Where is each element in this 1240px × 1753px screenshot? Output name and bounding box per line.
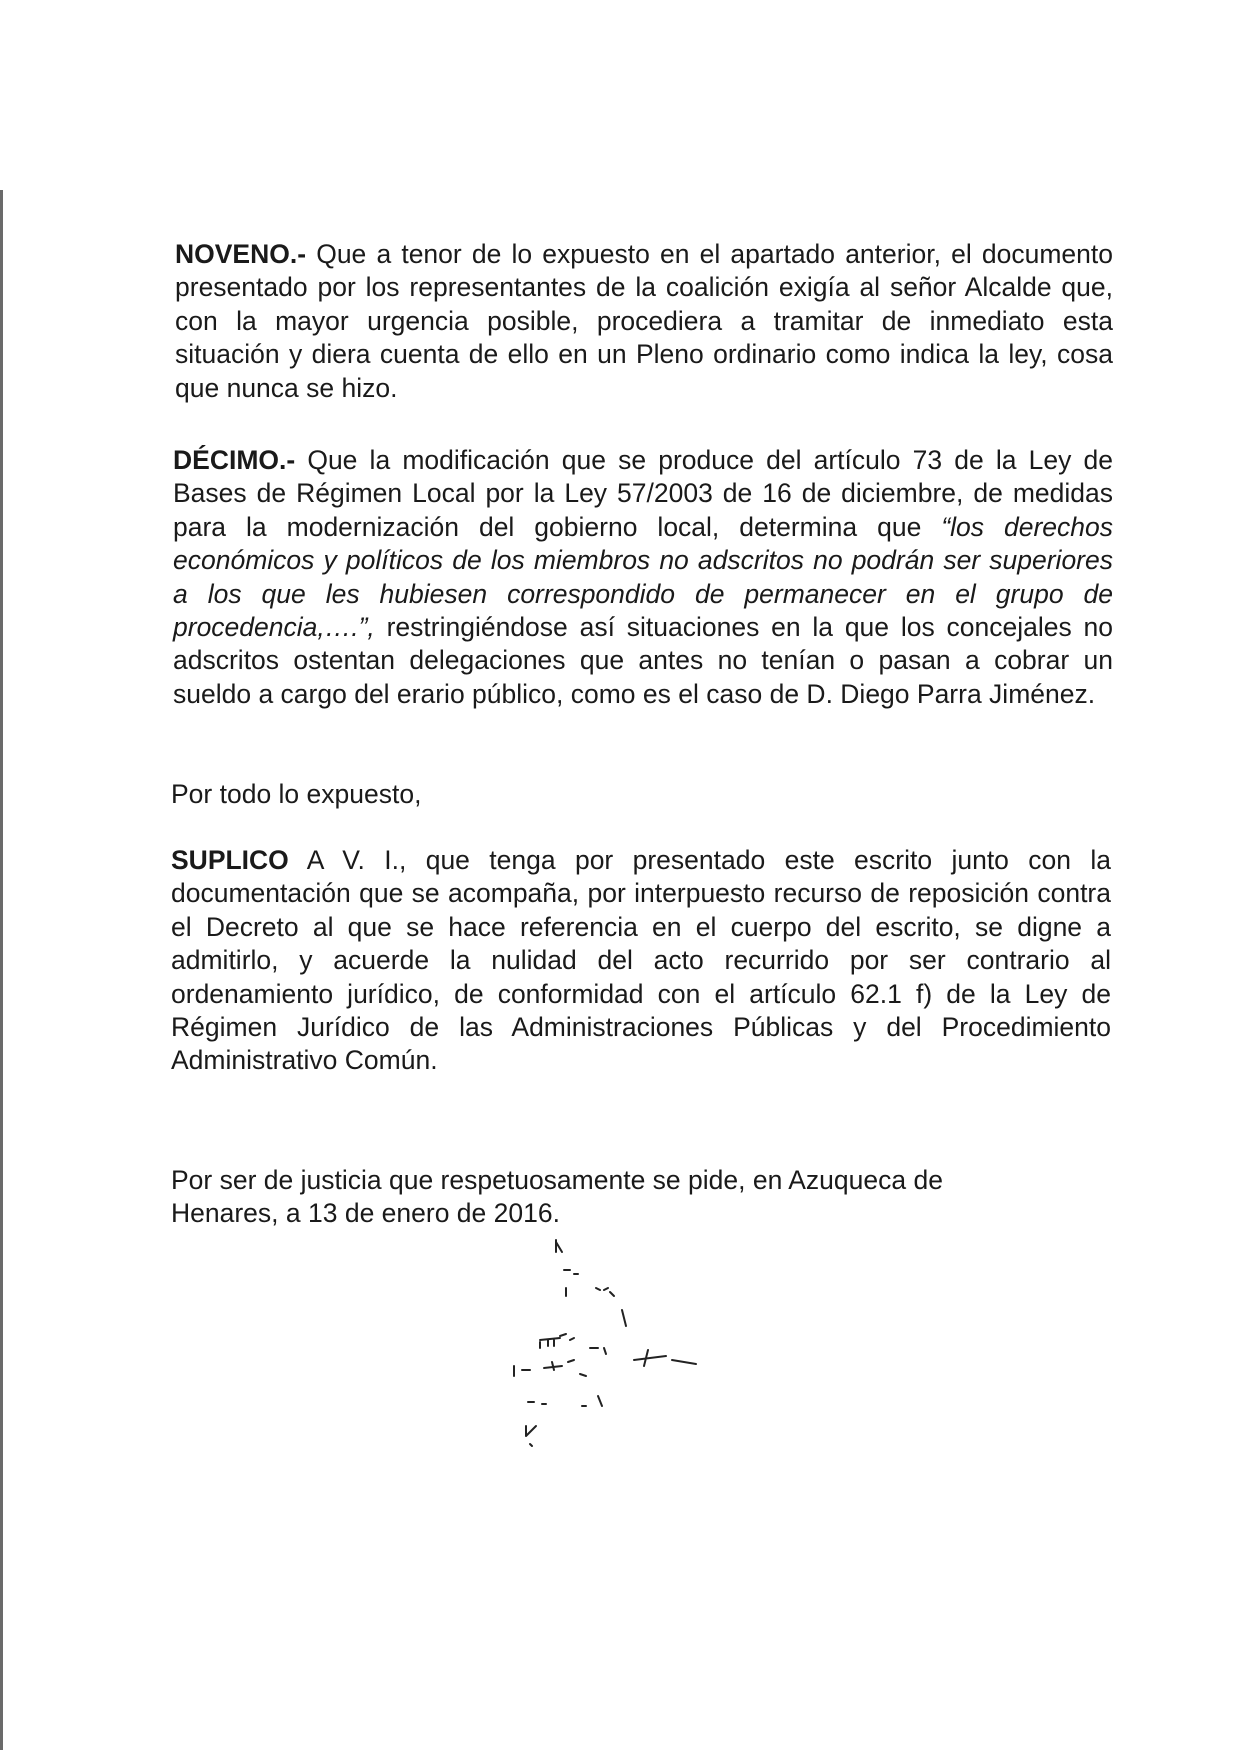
paragraph-decimo-text: Que la modificación que se produce del artículo 73 de la Ley de Bases de Régimen Local por la Ley 57/2003 de 16 de diciembre, de medidas para la modernización del gobierno local, determina que [173, 445, 1113, 542]
paragraph-decimo-text-continued: restringiéndose así situaciones en la que los concejales no adscritos ostentan delegaciones que antes no tenían o pasan a cobrar un sueldo a cargo del erario público, como es el caso de D. Diego Parra Jiménez. [173, 612, 1113, 709]
paragraph-suplico [171, 844, 1111, 1078]
legal-quote: “los derechos económicos y políticos de los miembros no adscritos no podrán ser superiores a los que les hubiesen correspondido de permanecer en el grupo de procedencia,….”, [173, 511, 1114, 643]
paragraph-por-todo: Por todo lo expuesto, [171, 779, 422, 809]
paragraph-noveno-text: Que a tenor de lo expuesto en el apartado anterior, el documento presentado por los representantes de la coalición exigía al señor Alcalde que, con la mayor urgencia posible, procediera a tramitar de inmediato esta situación y diera cuenta de ello en un Pleno ordinario como indica la ley, cosa que nunca se hizo. [175, 239, 1113, 403]
closing-paragraph: Por ser de justicia que respetuosamente se pide, en Azuqueca de Henares, a 13 de enero de 2016. [171, 1165, 943, 1229]
suplico-addressee: A V. I., [288, 845, 407, 875]
signature-scribble [470, 1230, 800, 1470]
paragraph-heading-decimo: DÉCIMO.- [173, 445, 296, 475]
paragraph-decimo [173, 444, 1113, 711]
scan-edge-shadow [0, 190, 3, 1750]
paragraph-heading-suplico: SUPLICO [171, 845, 289, 875]
paragraph-noveno [175, 238, 1113, 405]
paragraph-heading-noveno: NOVENO.- [175, 239, 307, 269]
paragraph-suplico-text: que tenga por presentado este escrito junto con la documentación que se acompaña, por interpuesto recurso de reposición contra el Decreto al que se hace referencia en el cuerpo del escrito, se digne a admitirlo, y acuerde la nulidad del acto recurrido por ser contrario al ordenamiento jurídico, de conformidad con el artículo 62.1 f) de la Ley de Régimen Jurídico de las Administraciones Públicas y del Procedimiento Administrativo Común. [171, 845, 1111, 1076]
